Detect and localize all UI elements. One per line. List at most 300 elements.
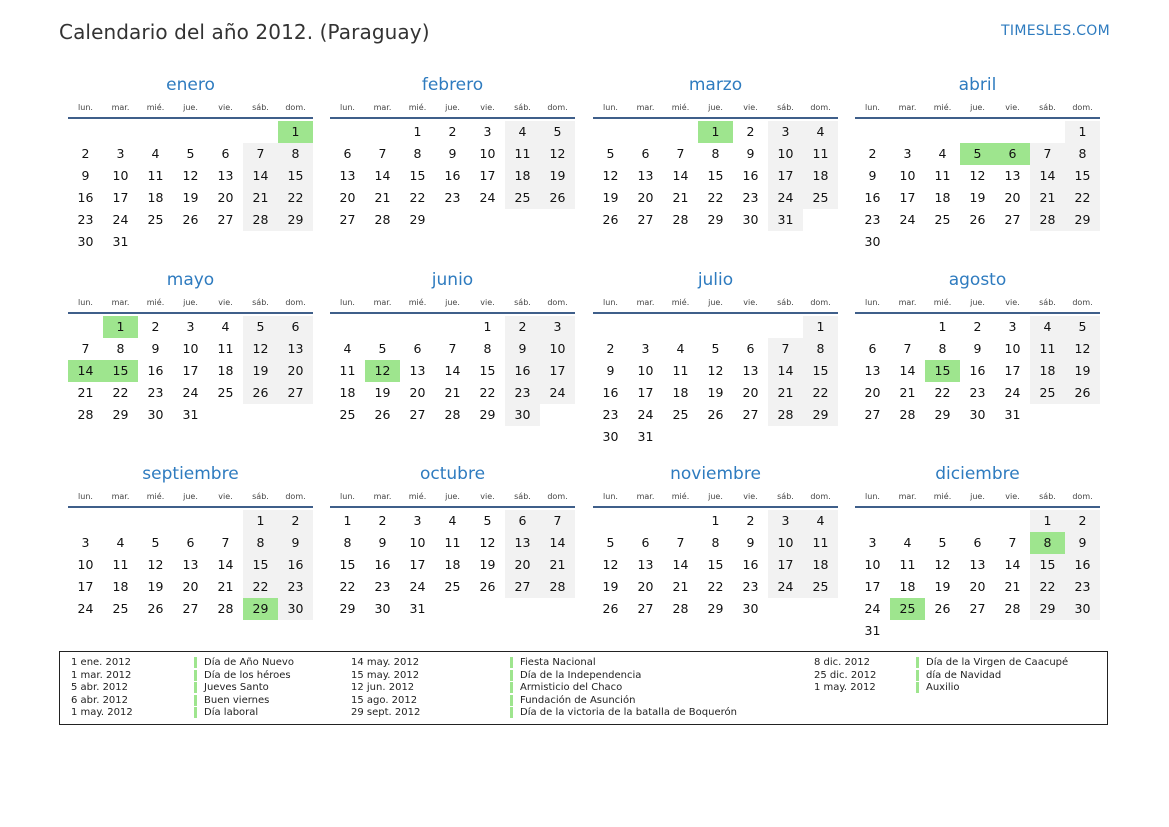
day-cell: 29	[278, 209, 313, 231]
legend-date: 1 may. 2012	[71, 707, 133, 719]
day-cell: 3	[768, 121, 803, 143]
weekday-label: jue.	[183, 103, 198, 112]
day-cell: 10	[540, 338, 575, 360]
legend-date: 29 sept. 2012	[351, 707, 421, 719]
day-cell: 4	[505, 121, 540, 143]
day-cell: 22	[1065, 187, 1100, 209]
weekday-label: mar.	[111, 492, 130, 501]
month-noviembre	[593, 464, 838, 654]
day-cell: 27	[1004, 212, 1021, 227]
weekday-label: sáb.	[514, 298, 531, 307]
day-cell: 1	[803, 316, 838, 338]
day-cell: 9	[278, 532, 313, 554]
month-divider	[855, 312, 1100, 314]
day-cell: 1	[243, 510, 278, 532]
day-cell: 14	[899, 363, 916, 378]
day-cell: 11	[112, 557, 129, 572]
day-cell: 8	[483, 341, 492, 356]
day-cell: 1	[483, 319, 492, 334]
weekday-label: sáb.	[777, 492, 794, 501]
day-cell: 29	[479, 407, 496, 422]
weekday-label: sáb.	[514, 103, 531, 112]
day-cell: 9	[973, 341, 982, 356]
day-cell: 29	[934, 407, 951, 422]
day-cell: 17	[637, 385, 654, 400]
legend-holiday-name: Auxilio	[916, 682, 960, 693]
day-cell: 25	[1030, 382, 1065, 404]
weekday-label: dom.	[285, 298, 306, 307]
day-cell: 17	[479, 168, 496, 183]
day-cell: 16	[147, 363, 164, 378]
day-cell: 26	[602, 212, 619, 227]
month-divider	[593, 117, 838, 119]
weekday-label: mié.	[408, 298, 427, 307]
day-cell: 28	[243, 209, 278, 231]
day-cell: 3	[186, 319, 195, 334]
month-octubre	[330, 464, 575, 654]
day-cell: 14	[217, 557, 234, 572]
day-cell: 22	[707, 579, 724, 594]
day-cell: 10	[112, 168, 129, 183]
day-cell: 28	[672, 601, 689, 616]
day-cell: 28	[77, 407, 94, 422]
day-cell: 8	[413, 146, 422, 161]
day-cell: 27	[864, 407, 881, 422]
day-cell: 1	[938, 319, 947, 334]
weekday-label: vie.	[480, 492, 495, 501]
weekday-label: vie.	[1005, 103, 1020, 112]
day-cell: 15	[1065, 165, 1100, 187]
day-cell: 7	[903, 341, 912, 356]
month-title: enero	[166, 75, 215, 95]
weekday-label: jue.	[708, 298, 723, 307]
weekday-label: lun.	[78, 492, 93, 501]
day-cell: 3	[903, 146, 912, 161]
day-cell: 27	[339, 212, 356, 227]
day-cell: 4	[803, 121, 838, 143]
day-cell: 15	[278, 165, 313, 187]
weekday-label: jue.	[708, 103, 723, 112]
day-cell: 19	[969, 190, 986, 205]
day-cell: 26	[243, 382, 278, 404]
day-cell: 22	[278, 187, 313, 209]
day-cell: 24	[864, 601, 881, 616]
weekday-label: dom.	[547, 492, 568, 501]
weekday-label: dom.	[1072, 492, 1093, 501]
day-cell: 16	[444, 168, 461, 183]
day-cell: 21	[217, 579, 234, 594]
weekday-label: jue.	[183, 298, 198, 307]
day-cell: 2	[448, 124, 457, 139]
day-cell: 19	[602, 190, 619, 205]
day-cell: 18	[339, 385, 356, 400]
day-cell: 5	[938, 535, 947, 550]
day-cell: 9	[81, 168, 90, 183]
day-cell: 1	[343, 513, 352, 528]
day-cell: 12	[602, 168, 619, 183]
day-cell: 17	[409, 557, 426, 572]
weekday-label: lun.	[603, 103, 618, 112]
weekday-label: dom.	[810, 298, 831, 307]
day-cell: 23	[147, 385, 164, 400]
day-cell: 1	[711, 513, 720, 528]
day-cell: 18	[112, 579, 129, 594]
weekday-label: mié.	[671, 298, 690, 307]
month-title: julio	[697, 270, 734, 290]
day-cell: 31	[637, 429, 654, 444]
weekday-label: vie.	[1005, 298, 1020, 307]
month-title: febrero	[421, 75, 484, 95]
day-cell: 15	[339, 557, 356, 572]
day-cell: 18	[934, 190, 951, 205]
weekday-label: mié.	[146, 298, 165, 307]
day-cell: 2	[746, 124, 755, 139]
day-cell: 20	[637, 190, 654, 205]
day-cell: 16	[969, 363, 986, 378]
day-cell: 7	[768, 338, 803, 360]
day-cell: 29	[803, 404, 838, 426]
day-cell: 17	[768, 554, 803, 576]
day-cell: 23	[969, 385, 986, 400]
day-cell: 24	[540, 382, 575, 404]
day-cell: 28	[672, 212, 689, 227]
weekday-label: mié.	[671, 492, 690, 501]
day-cell: 12	[540, 143, 575, 165]
day-cell: 9	[151, 341, 160, 356]
weekday-label: sáb.	[1039, 492, 1056, 501]
weekday-label: lun.	[865, 103, 880, 112]
legend-holiday-name: Día de los héroes	[194, 670, 291, 681]
day-cell: 8	[243, 532, 278, 554]
day-cell: 20	[742, 385, 759, 400]
day-cell: 30	[742, 212, 759, 227]
holiday-day-cell: 29	[243, 598, 278, 620]
month-febrero	[330, 75, 575, 265]
day-cell: 2	[746, 513, 755, 528]
day-cell: 23	[278, 576, 313, 598]
weekday-label: mié.	[146, 492, 165, 501]
day-cell: 21	[374, 190, 391, 205]
legend-holiday-name: Fundación de Asunción	[510, 695, 635, 706]
day-cell: 25	[444, 579, 461, 594]
weekday-label: dom.	[547, 298, 568, 307]
day-cell: 13	[505, 532, 540, 554]
day-cell: 7	[221, 535, 230, 550]
day-cell: 13	[409, 363, 426, 378]
day-cell: 4	[803, 510, 838, 532]
legend-date: 25 dic. 2012	[814, 669, 877, 681]
day-cell: 25	[803, 187, 838, 209]
legend-holiday-name: Día de Año Nuevo	[194, 657, 294, 668]
day-cell: 22	[707, 190, 724, 205]
weekday-label: mar.	[636, 298, 655, 307]
weekday-label: dom.	[810, 492, 831, 501]
day-cell: 8	[938, 341, 947, 356]
day-cell: 23	[444, 190, 461, 205]
day-cell: 4	[116, 535, 125, 550]
day-cell: 29	[707, 212, 724, 227]
brand-link[interactable]: TIMESLES.COM	[1001, 23, 1110, 39]
day-cell: 26	[479, 579, 496, 594]
month-divider	[68, 117, 313, 119]
day-cell: 24	[409, 579, 426, 594]
day-cell: 11	[505, 143, 540, 165]
day-cell: 5	[151, 535, 160, 550]
day-cell: 2	[151, 319, 160, 334]
day-cell: 10	[768, 143, 803, 165]
day-cell: 30	[742, 601, 759, 616]
day-cell: 27	[409, 407, 426, 422]
day-cell: 11	[444, 535, 461, 550]
month-divider	[330, 117, 575, 119]
day-cell: 22	[243, 576, 278, 598]
day-cell: 6	[641, 535, 650, 550]
day-cell: 5	[606, 146, 615, 161]
legend-holiday-name: Jueves Santo	[194, 682, 269, 693]
legend-date: 1 mar. 2012	[71, 669, 132, 681]
day-cell: 31	[768, 209, 803, 231]
day-cell: 25	[505, 187, 540, 209]
day-cell: 9	[868, 168, 877, 183]
holiday-day-cell: 8	[1030, 532, 1065, 554]
weekday-label: dom.	[285, 103, 306, 112]
day-cell: 6	[186, 535, 195, 550]
weekday-label: lun.	[603, 492, 618, 501]
month-abril	[855, 75, 1100, 265]
day-cell: 11	[934, 168, 951, 183]
day-cell: 20	[409, 385, 426, 400]
day-cell: 15	[479, 363, 496, 378]
month-title: junio	[431, 270, 474, 290]
weekday-label: lun.	[865, 298, 880, 307]
day-cell: 13	[742, 363, 759, 378]
day-cell: 29	[1030, 598, 1065, 620]
day-cell: 26	[374, 407, 391, 422]
day-cell: 14	[1004, 557, 1021, 572]
legend-date: 8 dic. 2012	[814, 657, 870, 668]
weekday-label: sáb.	[777, 298, 794, 307]
day-cell: 21	[1004, 579, 1021, 594]
day-cell: 12	[243, 338, 278, 360]
legend-holiday-name: Armisticio del Chaco	[510, 682, 622, 693]
day-cell: 13	[864, 363, 881, 378]
month-divider	[330, 506, 575, 508]
day-cell: 25	[217, 385, 234, 400]
day-cell: 3	[868, 535, 877, 550]
day-cell: 17	[1004, 363, 1021, 378]
day-cell: 23	[742, 579, 759, 594]
day-cell: 21	[444, 385, 461, 400]
month-julio	[593, 270, 838, 460]
weekday-label: lun.	[78, 103, 93, 112]
day-cell: 24	[112, 212, 129, 227]
day-cell: 19	[479, 557, 496, 572]
day-cell: 10	[1004, 341, 1021, 356]
weekday-label: mar.	[111, 103, 130, 112]
day-cell: 21	[672, 579, 689, 594]
day-cell: 12	[602, 557, 619, 572]
day-cell: 18	[1030, 360, 1065, 382]
day-cell: 13	[637, 168, 654, 183]
day-cell: 20	[505, 554, 540, 576]
month-septiembre	[68, 464, 313, 654]
day-cell: 28	[444, 407, 461, 422]
day-cell: 3	[540, 316, 575, 338]
day-cell: 30	[147, 407, 164, 422]
day-cell: 4	[938, 146, 947, 161]
day-cell: 11	[803, 143, 838, 165]
day-cell: 25	[803, 576, 838, 598]
day-cell: 10	[899, 168, 916, 183]
day-cell: 8	[343, 535, 352, 550]
legend-date: 12 jun. 2012	[351, 682, 415, 694]
day-cell: 20	[864, 385, 881, 400]
day-cell: 31	[409, 601, 426, 616]
day-cell: 14	[768, 360, 803, 382]
day-cell: 1	[413, 124, 422, 139]
day-cell: 15	[409, 168, 426, 183]
weekday-label: mié.	[146, 103, 165, 112]
day-cell: 23	[602, 407, 619, 422]
month-divider	[593, 506, 838, 508]
day-cell: 17	[77, 579, 94, 594]
holiday-day-cell: 25	[890, 598, 925, 620]
day-cell: 4	[151, 146, 160, 161]
day-cell: 14	[444, 363, 461, 378]
day-cell: 25	[934, 212, 951, 227]
day-cell: 10	[637, 363, 654, 378]
day-cell: 4	[903, 535, 912, 550]
day-cell: 6	[973, 535, 982, 550]
day-cell: 18	[899, 579, 916, 594]
weekday-label: dom.	[810, 103, 831, 112]
legend-holiday-name: Día de la Virgen de Caacupé	[916, 657, 1068, 668]
day-cell: 21	[77, 385, 94, 400]
day-cell: 25	[112, 601, 129, 616]
day-cell: 5	[540, 121, 575, 143]
day-cell: 6	[413, 341, 422, 356]
weekday-label: vie.	[480, 298, 495, 307]
day-cell: 4	[448, 513, 457, 528]
day-cell: 3	[768, 510, 803, 532]
day-cell: 11	[899, 557, 916, 572]
day-cell: 27	[637, 212, 654, 227]
weekday-label: mié.	[408, 492, 427, 501]
month-divider	[593, 312, 838, 314]
day-cell: 31	[1004, 407, 1021, 422]
day-cell: 9	[746, 535, 755, 550]
day-cell: 8	[711, 535, 720, 550]
day-cell: 5	[186, 146, 195, 161]
day-cell: 14	[672, 557, 689, 572]
day-cell: 14	[374, 168, 391, 183]
month-title: octubre	[419, 464, 486, 484]
day-cell: 6	[868, 341, 877, 356]
day-cell: 16	[864, 190, 881, 205]
day-cell: 26	[147, 601, 164, 616]
day-cell: 4	[1030, 316, 1065, 338]
day-cell: 28	[1004, 601, 1021, 616]
legend-date: 14 may. 2012	[351, 657, 420, 668]
holiday-day-cell: 1	[103, 316, 138, 338]
weekday-label: dom.	[1072, 103, 1093, 112]
month-agosto	[855, 270, 1100, 460]
day-cell: 16	[742, 168, 759, 183]
weekday-label: sáb.	[252, 298, 269, 307]
legend-date: 15 may. 2012	[351, 669, 420, 681]
day-cell: 22	[339, 579, 356, 594]
day-cell: 16	[1065, 554, 1100, 576]
day-cell: 24	[768, 187, 803, 209]
weekday-label: lun.	[865, 492, 880, 501]
day-cell: 3	[116, 146, 125, 161]
day-cell: 30	[278, 598, 313, 620]
legend-date: 5 abr. 2012	[71, 682, 129, 694]
day-cell: 30	[374, 601, 391, 616]
day-cell: 12	[479, 535, 496, 550]
day-cell: 30	[864, 234, 881, 249]
day-cell: 23	[1065, 576, 1100, 598]
day-cell: 9	[1065, 532, 1100, 554]
weekday-label: mar.	[636, 492, 655, 501]
day-cell: 8	[803, 338, 838, 360]
page-title: Calendario del año 2012. (Paraguay)	[59, 20, 430, 44]
month-title: marzo	[688, 75, 743, 95]
day-cell: 22	[409, 190, 426, 205]
day-cell: 29	[409, 212, 426, 227]
legend-holiday-name: Día laboral	[194, 707, 258, 718]
weekday-label: mié.	[933, 103, 952, 112]
holiday-day-cell: 5	[960, 143, 995, 165]
weekday-label: mar.	[898, 103, 917, 112]
weekday-label: jue.	[445, 492, 460, 501]
day-cell: 14	[243, 165, 278, 187]
weekday-label: lun.	[340, 103, 355, 112]
day-cell: 12	[182, 168, 199, 183]
day-cell: 12	[1065, 338, 1100, 360]
day-cell: 23	[77, 212, 94, 227]
day-cell: 2	[1065, 510, 1100, 532]
month-title: diciembre	[935, 464, 1020, 484]
day-cell: 15	[707, 557, 724, 572]
day-cell: 20	[182, 579, 199, 594]
holiday-day-cell: 14	[68, 360, 103, 382]
day-cell: 19	[182, 190, 199, 205]
day-cell: 23	[505, 382, 540, 404]
day-cell: 30	[602, 429, 619, 444]
day-cell: 2	[606, 341, 615, 356]
day-cell: 6	[343, 146, 352, 161]
day-cell: 13	[217, 168, 234, 183]
month-title: septiembre	[142, 464, 239, 484]
day-cell: 9	[505, 338, 540, 360]
day-cell: 7	[1008, 535, 1017, 550]
day-cell: 7	[243, 143, 278, 165]
day-cell: 2	[278, 510, 313, 532]
weekday-label: vie.	[743, 492, 758, 501]
day-cell: 17	[540, 360, 575, 382]
day-cell: 23	[742, 190, 759, 205]
weekday-label: jue.	[970, 298, 985, 307]
day-cell: 29	[339, 601, 356, 616]
legend-holiday-name: Fiesta Nacional	[510, 657, 596, 668]
weekday-label: vie.	[743, 298, 758, 307]
day-cell: 17	[182, 363, 199, 378]
day-cell: 27	[969, 601, 986, 616]
day-cell: 26	[602, 601, 619, 616]
holiday-day-cell: 15	[925, 360, 960, 382]
day-cell: 13	[278, 338, 313, 360]
